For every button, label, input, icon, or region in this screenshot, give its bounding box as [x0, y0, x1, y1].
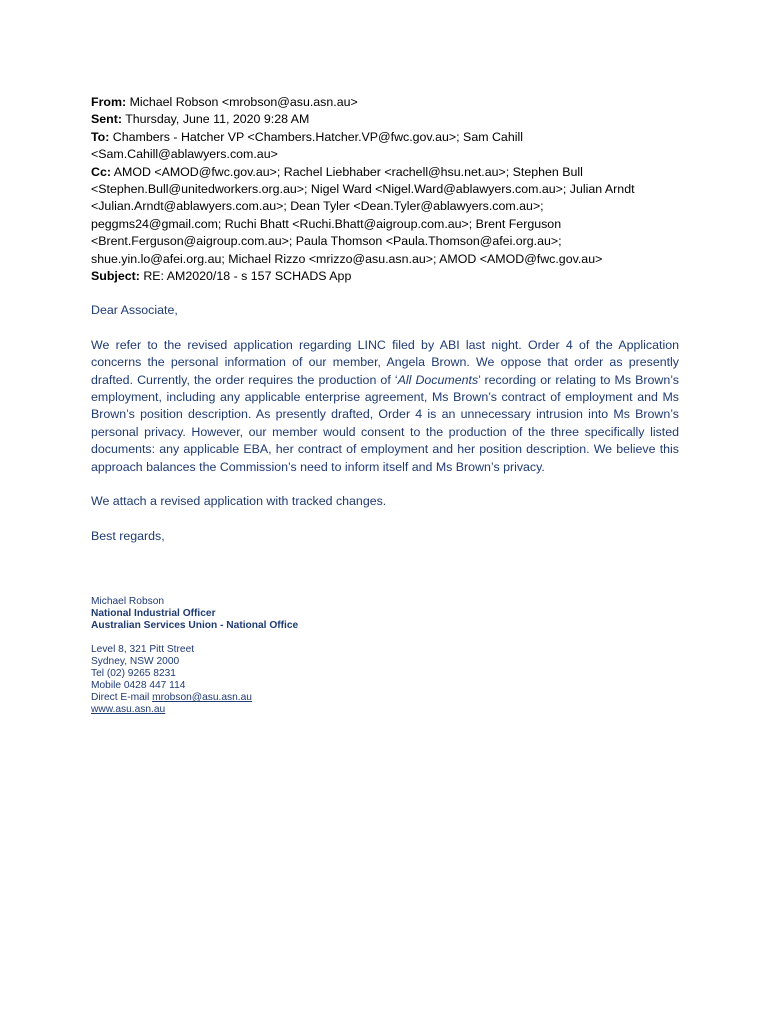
from-value: Michael Robson <mrobson@asu.asn.au>	[129, 95, 358, 109]
email-body	[91, 302, 679, 546]
sent-line	[91, 111, 691, 128]
signature-address-2: Sydney, NSW 2000	[91, 656, 180, 667]
to-value-line-1: Chambers - Hatcher VP <Chambers.Hatcher.VP@fwc.gov.au>; Sam Cahill	[112, 129, 523, 144]
signature-email-link[interactable]: mrobson@asu.asn.au	[152, 692, 252, 703]
para1-text-1: We refer to the revised application regarding LINC filed by ABI last night. Order 4 of the Application concerns the personal information of our member, Angela Brown. We oppose that order as presently drafted. Currently, the order requires the production of ‘	[91, 337, 679, 387]
to-line-2	[91, 146, 691, 163]
from-line	[91, 94, 691, 111]
closing: Best regards,	[91, 529, 165, 544]
email-header	[91, 94, 691, 285]
signature-address-1: Level 8, 321 Pitt Street	[91, 644, 195, 655]
signature-org: Australian Services Union - National Office	[91, 620, 299, 631]
signature-email-line	[91, 692, 491, 704]
cc-line-3	[91, 198, 691, 215]
cc-line-5	[91, 233, 691, 250]
signature-website-link[interactable]: www.asu.asn.au	[91, 704, 166, 715]
cc-value-line-2: <Stephen.Bull@unitedworkers.org.au>; Nigel Ward <Nigel.Ward@ablawyers.com.au>; Julian Arndt	[91, 182, 635, 197]
para1-italic: All Documents	[397, 372, 479, 387]
cc-value-line-4: peggms24@gmail.com; Ruchi Bhatt <Ruchi.Bhatt@aigroup.com.au>; Brent Ferguson	[91, 216, 562, 231]
from-label: From:	[91, 95, 127, 109]
greeting: Dear Associate,	[91, 303, 178, 317]
cc-line-2	[91, 181, 691, 198]
signature-title: National Industrial Officer	[91, 608, 216, 619]
para1-text-2: ’ recording or relating to Ms Brown’s employment, including any applicable enterprise agreement, Ms Brown’s contract of employment and Ms Brown’s position description. As presently drafted, Order 4 is an unnecessary intrusion into Ms Brown’s personal privacy. However, our member would consent to the production of the three specifically listed documents: any applicable EBA, her contract of employment and her position description. We believe this approach balances the Commission’s need to inform itself and Ms Brown’s privacy.	[91, 372, 679, 474]
subject-value: RE: AM2020/18 - s 157 SCHADS App	[143, 269, 352, 284]
signature-tel: Tel (02) 9265 8231	[91, 668, 176, 679]
cc-line-6	[91, 251, 691, 268]
cc-value-line-6: shue.yin.lo@afei.org.au; Michael Rizzo <mrizzo@asu.asn.au>; AMOD <AMOD@fwc.gov.au>	[91, 251, 603, 266]
signature-email-label: Direct E-mail	[91, 692, 153, 703]
cc-value-line-1: AMOD <AMOD@fwc.gov.au>; Rachel Liebhaber <rachell@hsu.net.au>; Stephen Bull	[113, 164, 583, 179]
email-signature	[91, 596, 491, 716]
subject-line	[91, 268, 691, 285]
to-line	[91, 129, 691, 146]
subject-label: Subject:	[91, 269, 140, 284]
cc-value-line-3: <Julian.Arndt@ablawyers.com.au>; Dean Tyler <Dean.Tyler@ablawyers.com.au>;	[91, 199, 544, 214]
body-paragraph-2: We attach a revised application with tracked changes.	[91, 494, 387, 509]
cc-line	[91, 164, 691, 181]
signature-mobile: Mobile 0428 447 114	[91, 680, 186, 691]
signature-name: Michael Robson	[91, 596, 165, 607]
cc-label: Cc:	[91, 164, 111, 179]
sent-label: Sent:	[91, 112, 122, 127]
sent-value: Thursday, June 11, 2020 9:28 AM	[125, 112, 310, 127]
cc-line-4	[91, 216, 691, 233]
to-value-line-2: <Sam.Cahill@ablawyers.com.au>	[91, 147, 278, 162]
to-label: To:	[91, 129, 110, 144]
body-paragraph-1	[91, 337, 679, 476]
cc-value-line-5: <Brent.Ferguson@aigroup.com.au>; Paula Thomson <Paula.Thomson@afei.org.au>;	[91, 234, 562, 249]
